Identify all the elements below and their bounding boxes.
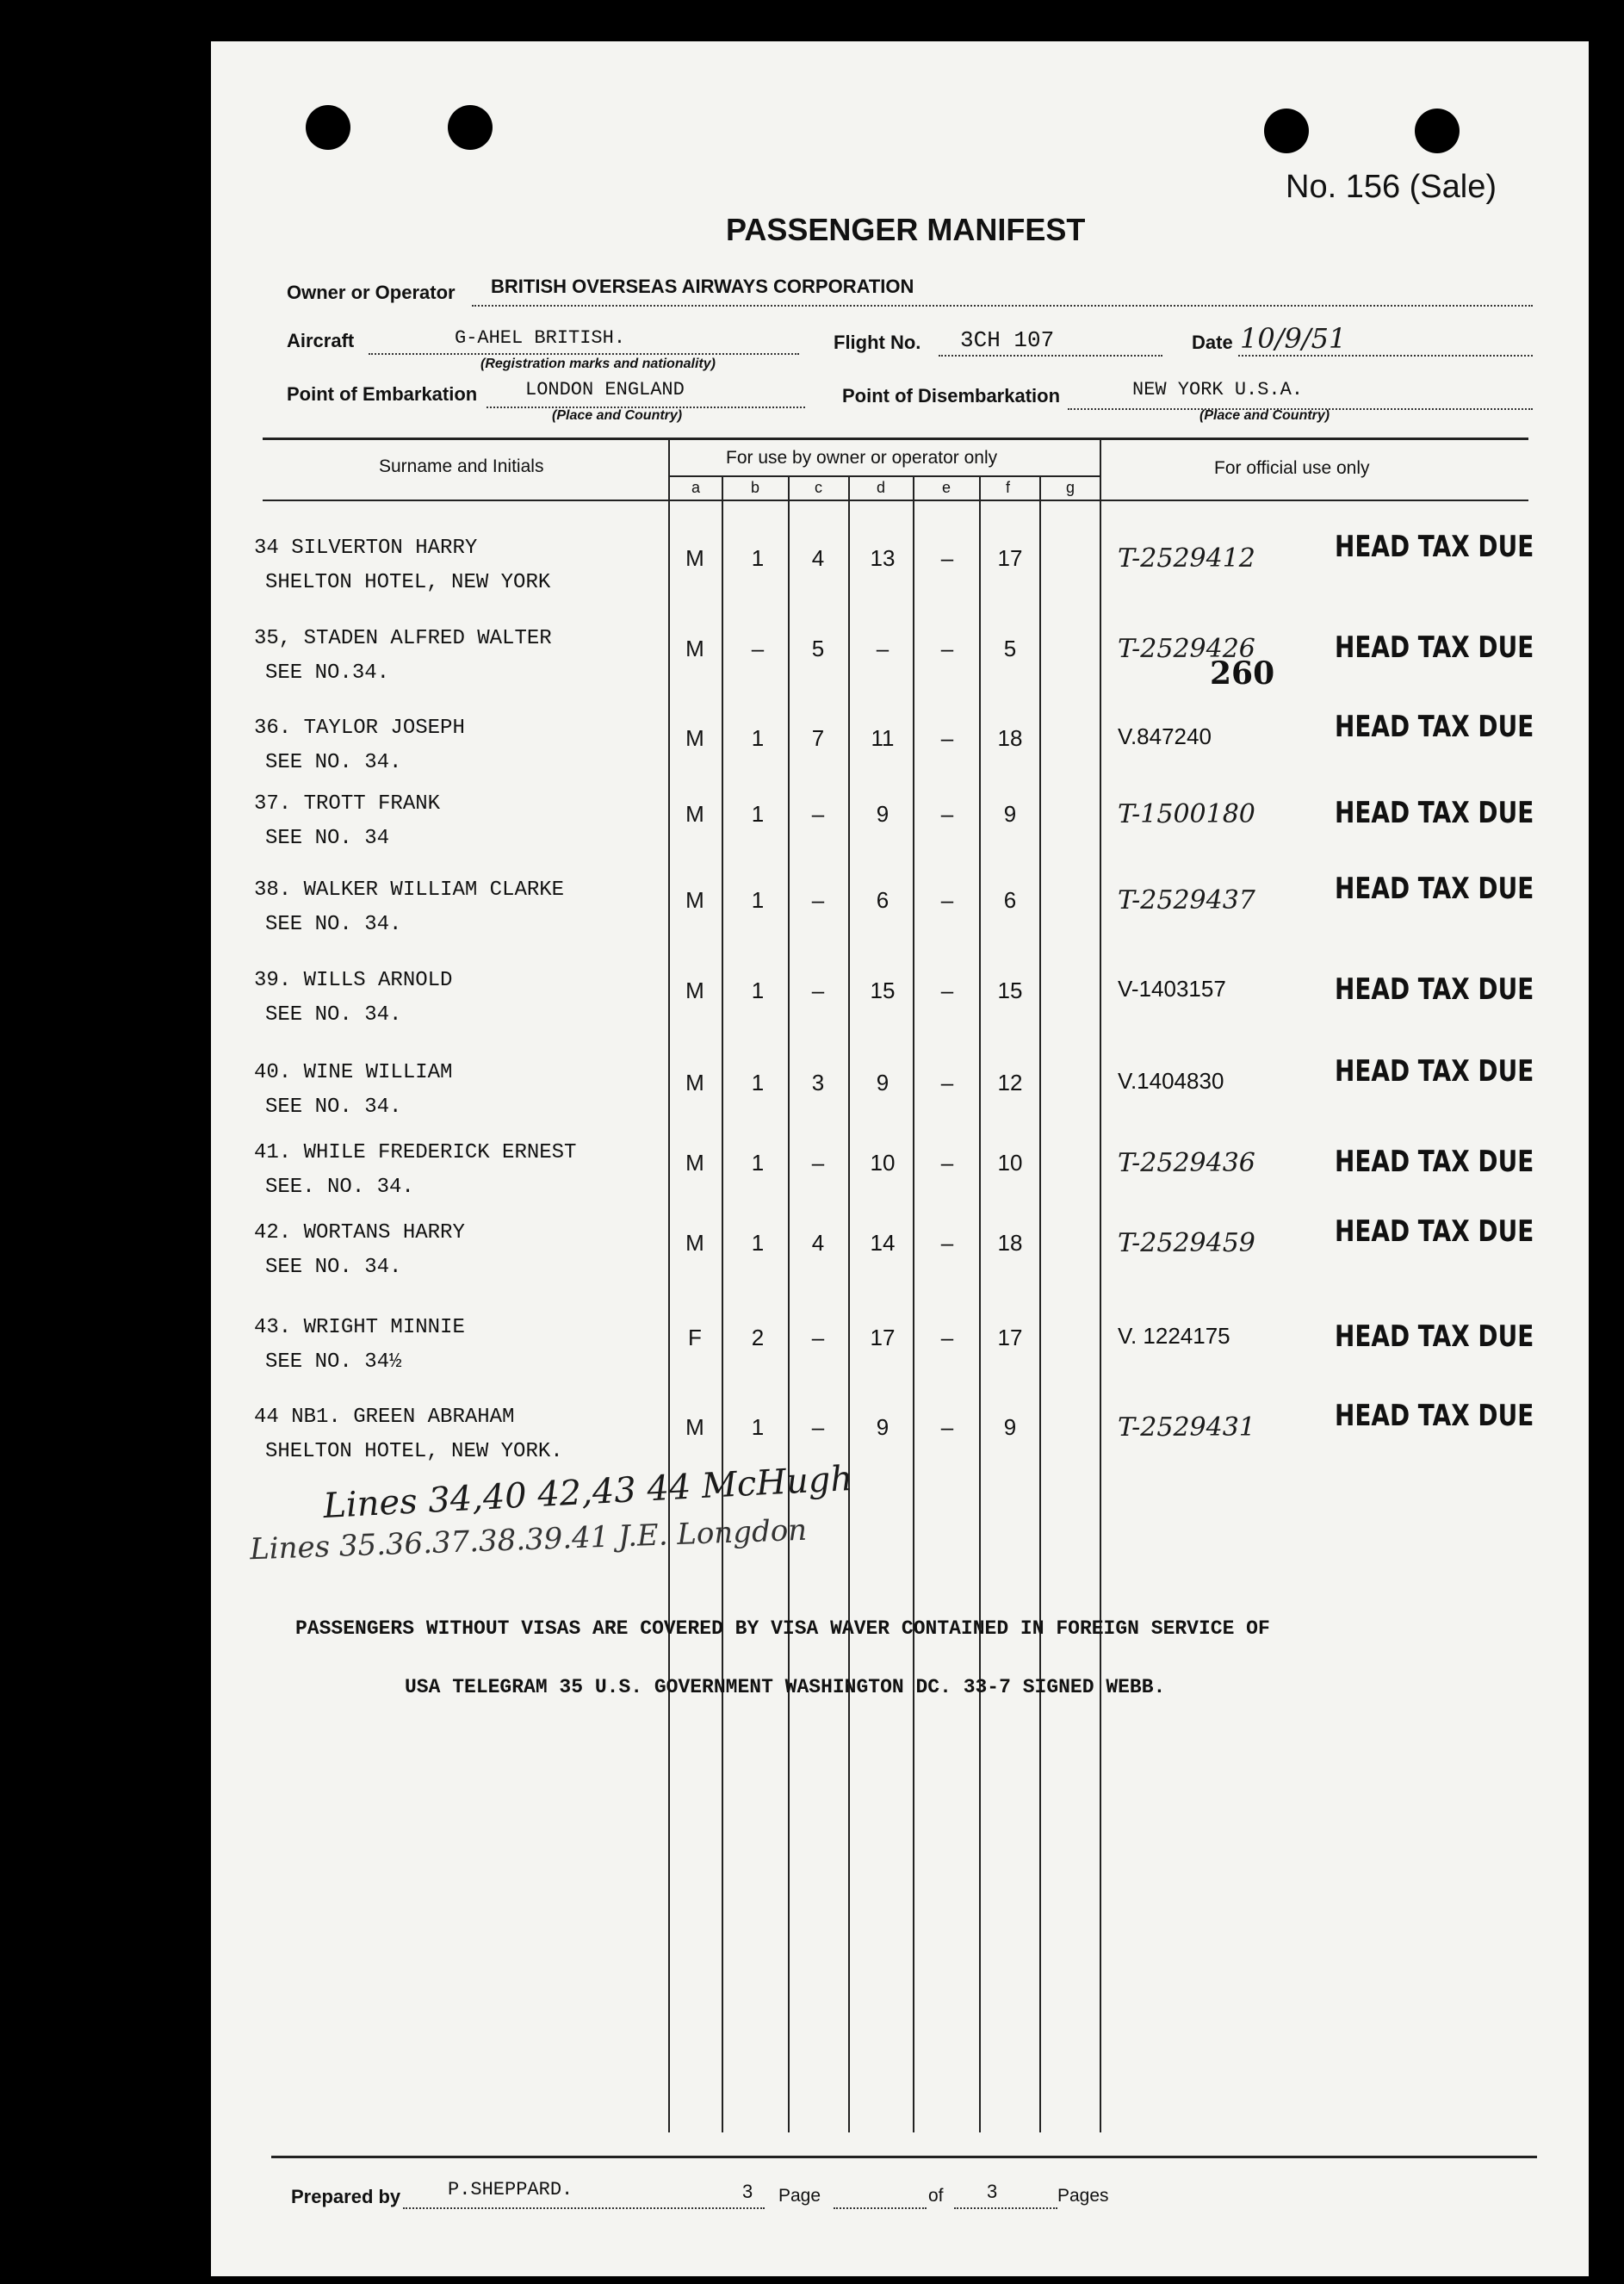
passenger-col-f: 5 xyxy=(1003,636,1017,661)
passenger-col-f: 6 xyxy=(1003,887,1017,913)
head-tax-due-stamp: HEAD TAX DUE xyxy=(1335,972,1534,1007)
passenger-official-number: T-2529436 xyxy=(1118,1148,1255,1178)
passenger-col-d: 15 xyxy=(870,978,896,1003)
col-divider xyxy=(788,476,790,2132)
passenger-address: SHELTON HOTEL, NEW YORK. xyxy=(265,1440,563,1463)
passenger-col-c: 3 xyxy=(811,1070,825,1095)
punch-hole xyxy=(1264,109,1309,153)
header-rule xyxy=(263,500,1528,501)
passenger-col-e: – xyxy=(940,887,954,913)
passenger-official-number: T-2529431 xyxy=(1118,1412,1255,1443)
date-line xyxy=(1238,355,1533,357)
passenger-col-a: M xyxy=(685,1414,704,1440)
col-divider xyxy=(722,476,723,2132)
head-tax-due-stamp: HEAD TAX DUE xyxy=(1335,710,1534,744)
passenger-address: SEE NO. 34. xyxy=(265,751,402,774)
passenger-official-number: T-2529412 xyxy=(1118,543,1255,574)
flight-line xyxy=(939,355,1162,357)
passenger-col-f: 17 xyxy=(997,545,1023,571)
page-number: 3 xyxy=(742,2181,753,2202)
col-header-c: c xyxy=(815,479,822,496)
passenger-name: 44 NB1. GREEN ABRAHAM xyxy=(254,1406,515,1429)
page-title: PASSENGER MANIFEST xyxy=(726,212,1086,247)
footer-rule xyxy=(271,2156,1537,2158)
passenger-col-f: 18 xyxy=(997,725,1023,751)
disembarkation-sub: (Place and Country) xyxy=(1199,408,1330,423)
passenger-col-d: 6 xyxy=(876,887,889,913)
passenger-col-d: 9 xyxy=(876,1414,889,1440)
head-tax-due-stamp: HEAD TAX DUE xyxy=(1335,1054,1534,1089)
passenger-col-b: 1 xyxy=(751,801,765,827)
passenger-address: SHELTON HOTEL, NEW YORK xyxy=(265,571,551,594)
passenger-col-c: – xyxy=(811,1325,825,1350)
col-header-d: d xyxy=(877,479,886,496)
passenger-col-d: 17 xyxy=(870,1325,896,1350)
col-divider xyxy=(668,439,670,2132)
passenger-address: SEE NO. 34 xyxy=(265,827,390,850)
aircraft-value: G-AHEL BRITISH. xyxy=(455,327,626,349)
passenger-address: SEE NO. 34. xyxy=(265,1095,402,1119)
passenger-col-e: – xyxy=(940,545,954,571)
aircraft-sub: (Registration marks and nationality) xyxy=(480,357,716,371)
subheader-rule xyxy=(670,475,1100,477)
passenger-col-b: 1 xyxy=(751,545,765,571)
passenger-official-number: V-1403157 xyxy=(1118,976,1226,1002)
punch-hole xyxy=(1415,109,1460,153)
passenger-name: 35, STADEN ALFRED WALTER xyxy=(254,627,552,650)
passenger-col-a: M xyxy=(685,725,704,751)
passenger-address: SEE NO. 34. xyxy=(265,1003,402,1027)
passenger-col-b: 1 xyxy=(751,1414,765,1440)
passenger-col-e: – xyxy=(940,1150,954,1176)
col-divider xyxy=(1100,439,1101,2132)
visa-note-line-2: USA TELEGRAM 35 U.S. GOVERNMENT WASHINGTON DC. 33-7 SIGNED WEBB. xyxy=(405,1676,1166,1698)
form-number: No. 156 (Sale) xyxy=(1286,169,1497,205)
owner-use-header: For use by owner or operator only xyxy=(726,448,998,468)
passenger-col-e: – xyxy=(940,636,954,661)
passenger-col-f: 15 xyxy=(997,978,1023,1003)
passenger-col-f: 10 xyxy=(997,1150,1023,1176)
of-label: of xyxy=(928,2186,944,2206)
passenger-col-c: – xyxy=(811,978,825,1003)
prepared-label: Prepared by xyxy=(291,2186,401,2207)
passenger-col-c: – xyxy=(811,887,825,913)
passenger-col-a: M xyxy=(685,545,704,571)
punch-hole xyxy=(306,105,350,150)
passenger-col-e: – xyxy=(940,1230,954,1256)
passenger-col-b: 1 xyxy=(751,887,765,913)
passenger-col-f: 18 xyxy=(997,1230,1023,1256)
passenger-col-a: M xyxy=(685,1150,704,1176)
passenger-official-number: V.847240 xyxy=(1118,723,1212,749)
head-tax-due-stamp: HEAD TAX DUE xyxy=(1335,796,1534,830)
passenger-name: 39. WILLS ARNOLD xyxy=(254,969,453,992)
passenger-col-a: M xyxy=(685,887,704,913)
passenger-name: 42. WORTANS HARRY xyxy=(254,1221,465,1244)
passenger-col-f: 12 xyxy=(997,1070,1023,1095)
passenger-address: SEE NO. 34½ xyxy=(265,1350,402,1374)
passenger-address: SEE. NO. 34. xyxy=(265,1176,414,1199)
passenger-name: 38. WALKER WILLIAM CLARKE xyxy=(254,878,565,902)
passenger-col-c: – xyxy=(811,1150,825,1176)
passenger-address: SEE NO. 34. xyxy=(265,1256,402,1279)
passenger-name: 40. WINE WILLIAM xyxy=(254,1061,453,1084)
passenger-name: 43. WRIGHT MINNIE xyxy=(254,1316,465,1339)
col-header-a: a xyxy=(691,479,701,496)
surname-header: Surname and Initials xyxy=(379,456,544,476)
passenger-col-e: – xyxy=(940,801,954,827)
passenger-col-b: – xyxy=(751,636,765,661)
passenger-col-a: M xyxy=(685,1070,704,1095)
passenger-address: SEE NO. 34. xyxy=(265,913,402,936)
embarkation-sub: (Place and Country) xyxy=(552,408,683,423)
passenger-col-e: – xyxy=(940,1325,954,1350)
date-label: Date xyxy=(1192,332,1233,353)
passenger-col-e: – xyxy=(940,978,954,1003)
owner-label: Owner or Operator xyxy=(287,282,456,303)
passenger-col-d: 9 xyxy=(876,1070,889,1095)
passenger-col-a: M xyxy=(685,978,704,1003)
page-label: Page xyxy=(778,2186,821,2206)
punch-hole xyxy=(448,105,493,150)
col-header-b: b xyxy=(751,479,760,496)
passenger-col-d: 9 xyxy=(876,801,889,827)
passenger-col-c: 4 xyxy=(811,545,825,571)
passenger-col-a: F xyxy=(688,1325,702,1350)
passenger-col-e: – xyxy=(940,725,954,751)
col-header-e: e xyxy=(942,479,951,496)
passenger-col-c: – xyxy=(811,1414,825,1440)
passenger-name: 41. WHILE FREDERICK ERNEST xyxy=(254,1141,577,1164)
of-line-left xyxy=(834,2207,927,2209)
passenger-col-b: 2 xyxy=(751,1325,765,1350)
head-tax-due-stamp: HEAD TAX DUE xyxy=(1335,1145,1534,1179)
embarkation-value: LONDON ENGLAND xyxy=(525,379,685,400)
flight-value: 3CH 107 xyxy=(960,327,1055,353)
passenger-col-e: – xyxy=(940,1070,954,1095)
passenger-col-b: 1 xyxy=(751,1150,765,1176)
date-value: 10/9/51 xyxy=(1240,322,1347,355)
passenger-col-f: 17 xyxy=(997,1325,1023,1350)
head-tax-due-stamp: HEAD TAX DUE xyxy=(1335,1399,1534,1433)
passenger-name: 36. TAYLOR JOSEPH xyxy=(254,717,465,740)
col-divider xyxy=(979,476,981,2132)
col-divider xyxy=(848,476,850,2132)
prepared-value: P.SHEPPARD. xyxy=(448,2179,573,2200)
passenger-col-a: M xyxy=(685,801,704,827)
passenger-col-d: 11 xyxy=(871,725,895,751)
handwritten-note-2: Lines 35.36.37.38.39.41 J.E. Longdon xyxy=(249,1512,808,1567)
aircraft-label: Aircraft xyxy=(287,330,355,351)
passenger-col-e: – xyxy=(940,1414,954,1440)
prepared-line xyxy=(403,2207,765,2209)
col-divider xyxy=(913,476,914,2132)
aircraft-line xyxy=(369,353,799,355)
passenger-official-number: T-1500180 xyxy=(1118,799,1255,829)
passenger-col-d: 10 xyxy=(870,1150,896,1176)
passenger-col-d: 13 xyxy=(870,545,896,571)
table-top-rule xyxy=(263,438,1528,440)
passenger-official-number: V.1404830 xyxy=(1118,1068,1224,1094)
col-divider xyxy=(1039,476,1041,2132)
official-header: For official use only xyxy=(1214,458,1370,478)
passenger-col-b: 1 xyxy=(751,725,765,751)
passenger-col-a: M xyxy=(685,1230,704,1256)
head-tax-due-stamp: HEAD TAX DUE xyxy=(1335,530,1534,564)
head-tax-due-stamp: HEAD TAX DUE xyxy=(1335,872,1534,906)
disembarkation-label: Point of Disembarkation xyxy=(842,385,1061,407)
col-header-f: f xyxy=(1006,479,1011,496)
passenger-col-a: M xyxy=(685,636,704,661)
owner-line xyxy=(472,305,1533,307)
passenger-col-d: – xyxy=(876,636,889,661)
pages-label: Pages xyxy=(1057,2186,1109,2206)
head-tax-due-stamp: HEAD TAX DUE xyxy=(1335,1214,1534,1249)
passenger-col-f: 9 xyxy=(1003,801,1017,827)
embarkation-label: Point of Embarkation xyxy=(287,383,478,405)
head-tax-due-stamp: HEAD TAX DUE xyxy=(1335,1319,1534,1354)
handwritten-note-1: Lines 34,40 42,43 44 McHugh xyxy=(322,1458,854,1527)
passenger-col-b: 1 xyxy=(751,1070,765,1095)
passenger-col-c: 7 xyxy=(811,725,825,751)
passenger-name: 34 SILVERTON HARRY xyxy=(254,537,478,560)
flight-label: Flight No. xyxy=(834,332,921,353)
passenger-official-number: T-2529437 xyxy=(1118,885,1255,915)
passenger-col-b: 1 xyxy=(751,1230,765,1256)
owner-value: BRITISH OVERSEAS AIRWAYS CORPORATION xyxy=(491,276,914,297)
passenger-col-b: 1 xyxy=(751,978,765,1003)
col-header-g: g xyxy=(1066,479,1075,496)
passenger-official-number: T-2529459 xyxy=(1118,1228,1255,1258)
passenger-col-c: 5 xyxy=(811,636,825,661)
visa-note-line-1: PASSENGERS WITHOUT VISAS ARE COVERED BY VISA WAVER CONTAINED IN FOREIGN SERVICE OF xyxy=(295,1617,1270,1640)
passenger-name: 37. TROTT FRANK xyxy=(254,792,441,816)
disembarkation-value: NEW YORK U.S.A. xyxy=(1132,379,1304,400)
passenger-col-d: 14 xyxy=(870,1230,896,1256)
passenger-col-c: – xyxy=(811,801,825,827)
passenger-col-c: 4 xyxy=(811,1230,825,1256)
passenger-extra-number: 260 xyxy=(1210,655,1275,692)
passenger-official-number: V. 1224175 xyxy=(1118,1323,1230,1349)
passenger-col-f: 9 xyxy=(1003,1414,1017,1440)
passenger-address: SEE NO.34. xyxy=(265,661,390,685)
of-line-right xyxy=(954,2207,1057,2209)
head-tax-due-stamp: HEAD TAX DUE xyxy=(1335,630,1534,665)
total-pages: 3 xyxy=(987,2181,998,2202)
passenger-official-number: T-2529426 xyxy=(1118,634,1255,664)
